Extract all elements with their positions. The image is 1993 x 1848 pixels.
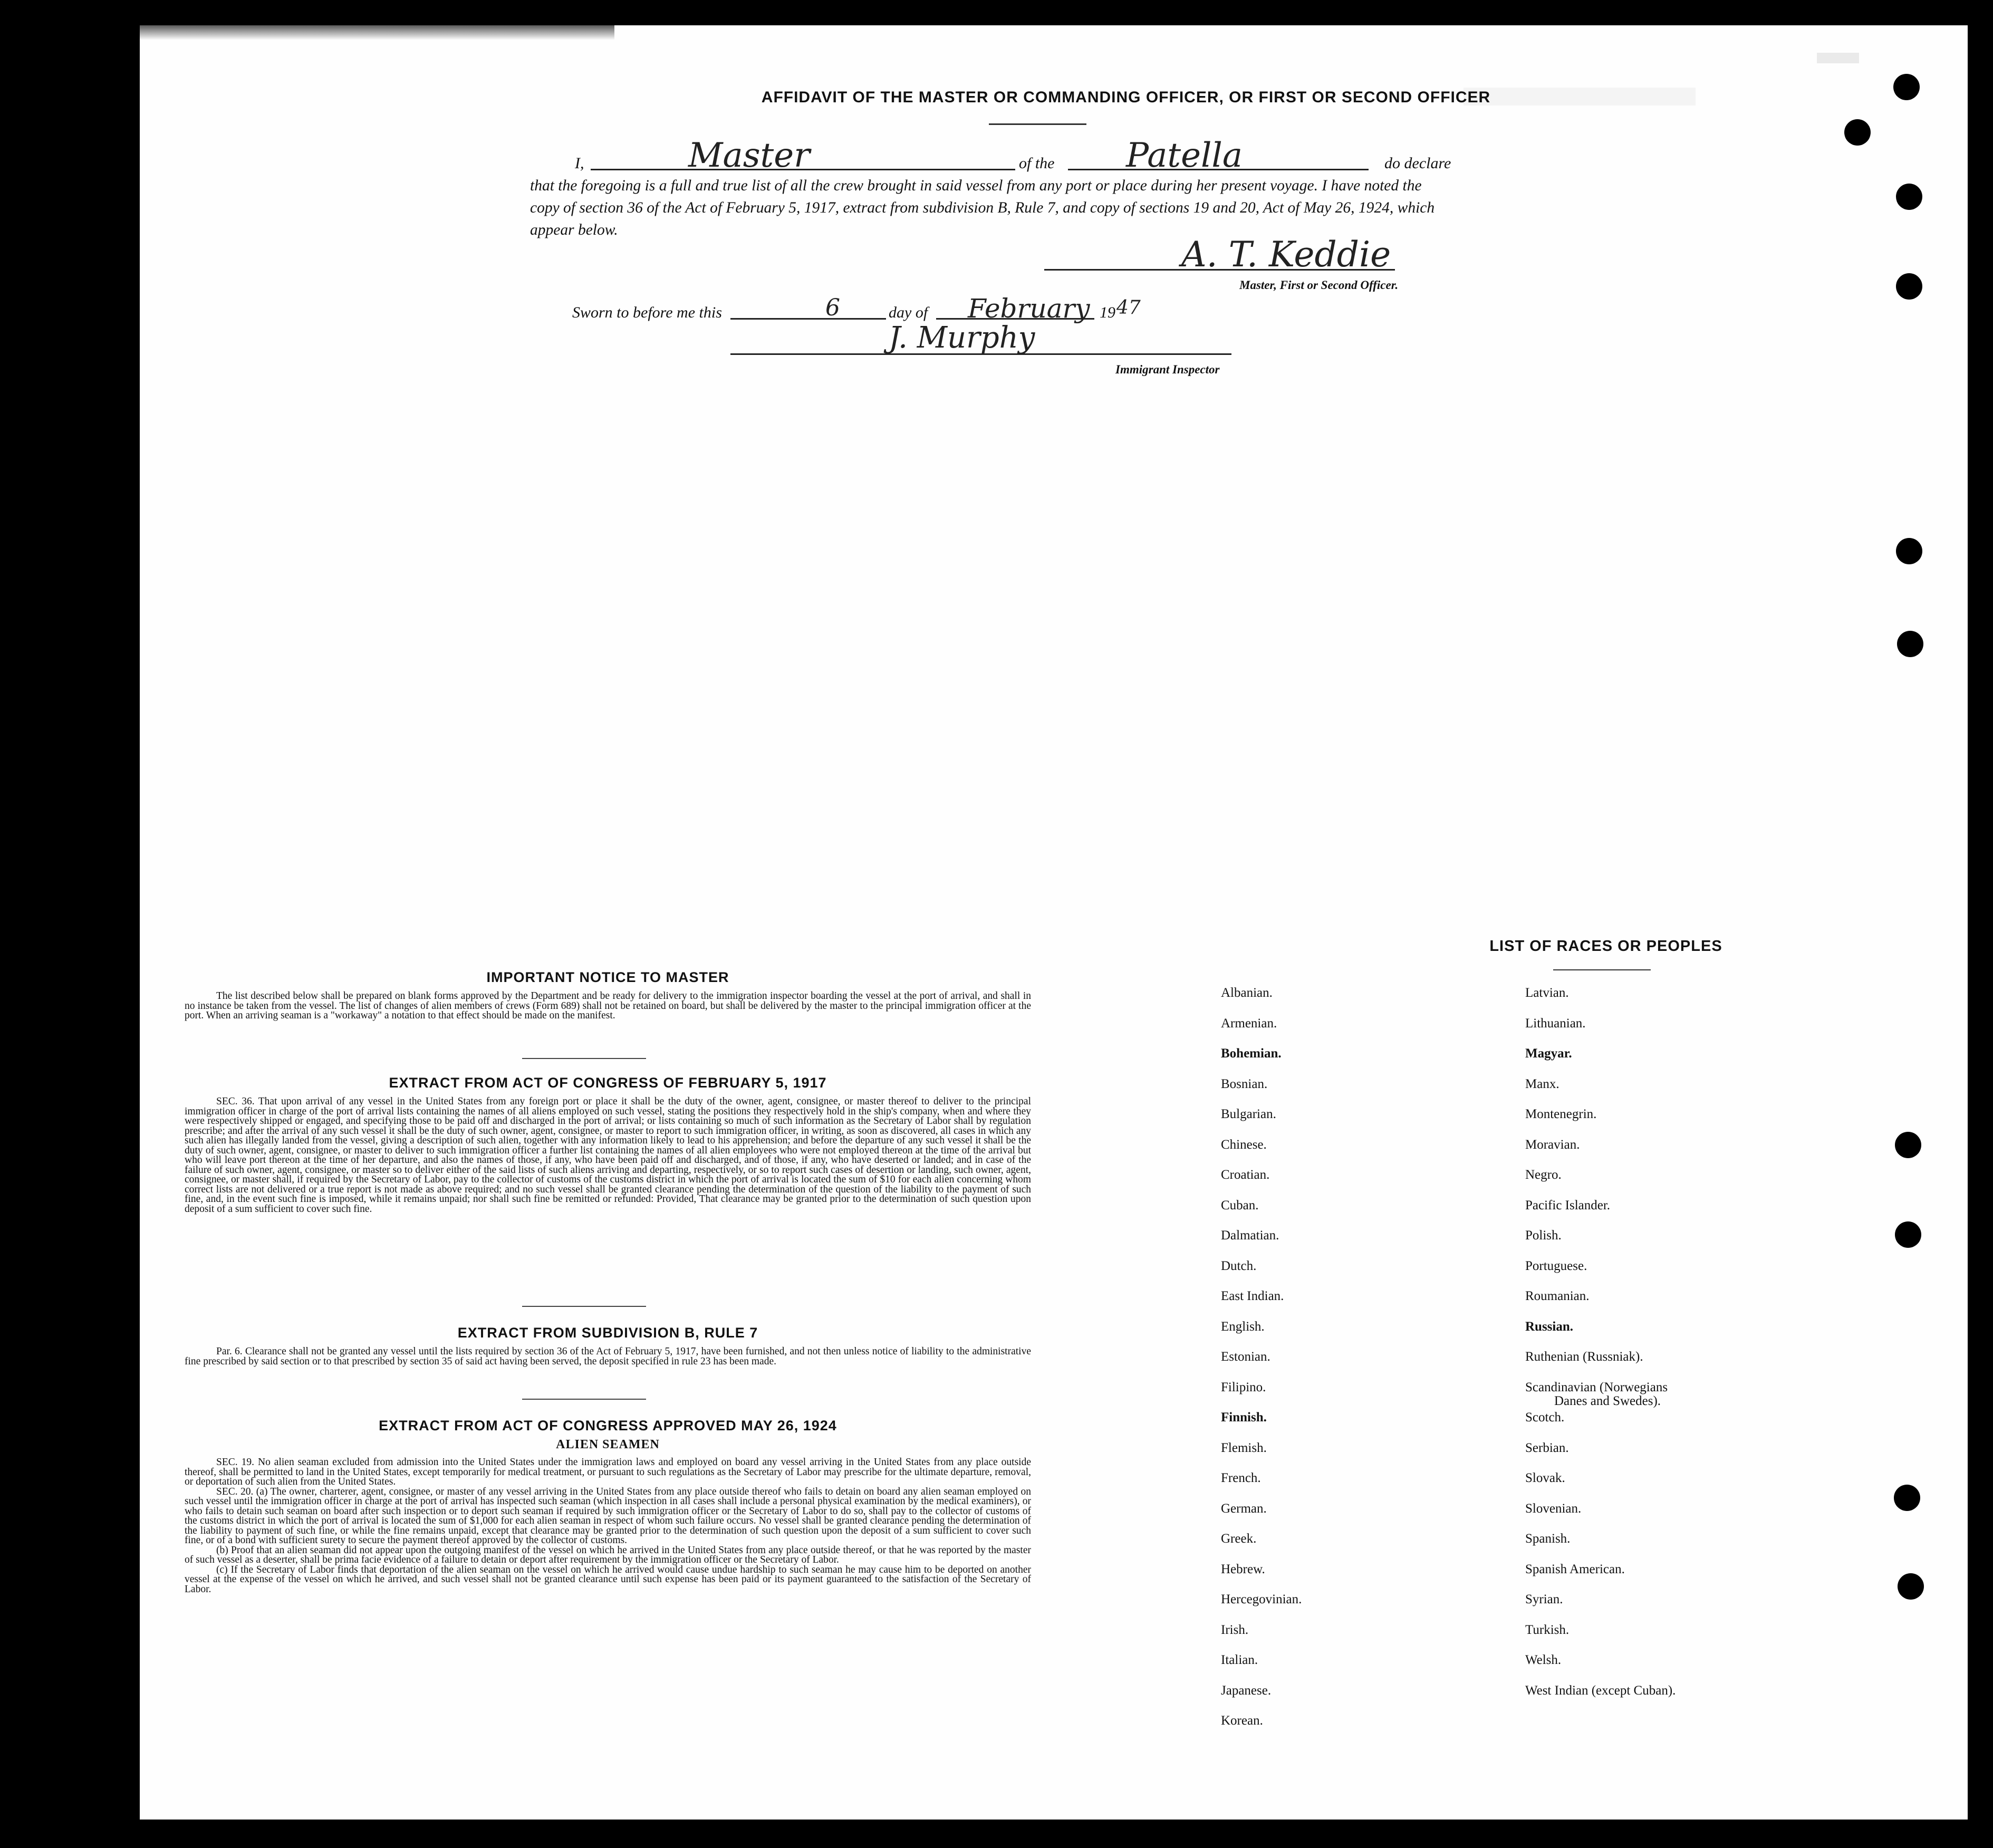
race-item: Albanian. bbox=[1221, 986, 1273, 1000]
section-divider bbox=[522, 1058, 646, 1059]
affidavit-line1-suffix: do declare bbox=[1384, 155, 1451, 172]
sworn-day-handwritten: 6 bbox=[825, 294, 840, 321]
subdivision-b-title: EXTRACT FROM SUBDIVISION B, RULE 7 bbox=[457, 1325, 758, 1341]
race-item: Roumanian. bbox=[1525, 1289, 1590, 1303]
race-item: Greek. bbox=[1221, 1532, 1257, 1546]
sec-20c-paragraph: (c) If the Secretary of Labor finds that deportation of the alien seaman on the vessel on which he arrived would cause undue hardship to such seaman he may cause him to be deported on another vessel at the expense of the vessel on which he arrived, and such vessel shall not be granted clearance until such expense has been paid or its payment guaranteed to the satisfaction of the Secretary of Labor. bbox=[185, 1564, 1031, 1595]
extract-1917-title: EXTRACT FROM ACT OF CONGRESS OF FEBRUARY 5, 1917 bbox=[389, 1075, 827, 1091]
race-item: Magyar. bbox=[1525, 1046, 1572, 1061]
race-item: Armenian. bbox=[1221, 1016, 1277, 1031]
race-item: East Indian. bbox=[1221, 1289, 1284, 1303]
races-title-rule bbox=[1553, 969, 1651, 970]
race-item: Bosnian. bbox=[1221, 1076, 1268, 1091]
binder-hole bbox=[1896, 184, 1922, 210]
race-item: Italian. bbox=[1221, 1653, 1258, 1667]
affidavit-body-line4: appear below. bbox=[530, 222, 618, 238]
bleed-through-mark bbox=[1817, 53, 1859, 63]
binder-hole bbox=[1894, 1485, 1920, 1511]
par-6-paragraph: Par. 6. Clearance shall not be granted any vessel until the lists required by section 36 of the Act of February 5, 1917, have been furnished, and not then unless notice of liability to the administrative fine prescribed by said section or to that prescribed by section 35 of said act having been served, the deposit specified in rule 23 has been made. bbox=[185, 1346, 1031, 1367]
binder-hole bbox=[1844, 119, 1871, 146]
manifest-page bbox=[140, 25, 1968, 1820]
affidavit-line1-mid: of the bbox=[1019, 155, 1055, 172]
race-item: Latvian. bbox=[1525, 986, 1569, 1000]
race-item: Bohemian. bbox=[1221, 1046, 1282, 1061]
race-item: Finnish. bbox=[1221, 1410, 1267, 1424]
master-signature: A. T. Keddie bbox=[1181, 234, 1391, 275]
binder-hole bbox=[1895, 1132, 1921, 1158]
binder-hole bbox=[1895, 1221, 1921, 1248]
section-divider bbox=[522, 1306, 646, 1307]
race-item: Scotch. bbox=[1525, 1410, 1565, 1424]
race-item: Polish. bbox=[1525, 1228, 1562, 1243]
race-item: Croatian. bbox=[1221, 1168, 1270, 1182]
affidavit-body-line2: that the foregoing is a full and true list of all the crew brought in said vessel from any port or place during her present voyage. I have noted the bbox=[530, 177, 1422, 194]
race-item: English. bbox=[1221, 1319, 1265, 1334]
bleed-through-mark bbox=[1464, 88, 1696, 105]
officer-title-handwritten: Master bbox=[688, 136, 810, 175]
race-item: Filipino. bbox=[1221, 1380, 1266, 1394]
race-item: Estonian. bbox=[1221, 1350, 1270, 1364]
section-divider bbox=[522, 1399, 646, 1400]
alien-seamen-subtitle: ALIEN SEAMEN bbox=[556, 1438, 660, 1451]
extract-1924-title: EXTRACT FROM ACT OF CONGRESS APPROVED MAY 26, 1924 bbox=[379, 1418, 837, 1433]
sec-20b-paragraph: (b) Proof that an alien seaman did not appear upon the outgoing manifest of the vessel on which he arrived in the United States from any place outside thereof, or that he was reported by the master of such vessel as a deserter, shall be prima facie evidence of a failure to detain or deport after requirement by the immigration officer or the Secretary of Labor. bbox=[185, 1544, 1031, 1565]
sec-36-paragraph: SEC. 36. That upon arrival of any vessel in the United States from any foreign port or place it shall be the duty of the owner, agent, consignee, or master thereof to deliver to the principal immigration officer in charge of the port of arrival lists containing the names of all aliens employed on such vessel, stating the positions they respectively hold in the ship's company, when and where they were respectively shipped or engaged, and specifying those to be paid off and discharged in the port of arrival; or lists containing so much of such information as the Secretary of Labor shall by regulation prescribe; and after the arrival of any such vessel it shall be the duty of such owner, agent, consignee, or master to report to such immigration officer, in writing, as soon as discovered, all cases in which any such alien has illegally landed from the vessel, giving a description of such alien, together with any information likely to lead to his apprehension; and before the departure of any such vessel it shall be the duty of such owner, agent, consignee, or master to deliver to such immigration officer a further list containing the names of all alien employees who were not employed thereon at the time of the arrival but who will leave port thereon at the time of her departure, and also the names of those, if any, who have been paid off and discharged, and of those, if any, who have deserted or landed; and in case of the failure of such owner, agent, consignee, or master so to deliver either of the said lists of such aliens arriving and departing, respectively, or so to report such cases of desertion or landing, such owner, agent, consignee, or master shall, if required by the Secretary of Labor, pay to the collector of customs of the customs district in which the port of arrival is located the sum of $10 for each alien concerning whom correct lists are not delivered or a true report is not made as above required; and no such vessel shall be granted clearance pending the determination of the question of the liability to the payment of such fine, and, in the event such fine is imposed, while it remains unpaid; nor shall such fine be remitted or refunded: Provided, That clearance may be granted prior to the determination of such question upon deposit of a sum sufficient to cover such fine. bbox=[185, 1096, 1031, 1215]
race-item: Moravian. bbox=[1525, 1137, 1580, 1152]
race-item: French. bbox=[1221, 1471, 1261, 1485]
race-item: Hercegovinian. bbox=[1221, 1592, 1302, 1606]
sworn-year-handwritten: 47 bbox=[1116, 297, 1141, 319]
affidavit-title-rule bbox=[989, 123, 1086, 125]
binder-hole bbox=[1893, 74, 1920, 100]
race-item: Negro. bbox=[1525, 1168, 1562, 1182]
affidavit-line1-prefix: I, bbox=[575, 155, 584, 172]
race-item: German. bbox=[1221, 1501, 1267, 1516]
race-item: Spanish. bbox=[1525, 1532, 1571, 1546]
notice-text bbox=[185, 992, 1031, 1021]
race-item: Ruthenian (Russniak). bbox=[1525, 1350, 1643, 1364]
race-item: Cuban. bbox=[1221, 1198, 1259, 1212]
race-item: Pacific Islander. bbox=[1525, 1198, 1611, 1212]
race-item: Dutch. bbox=[1221, 1258, 1257, 1273]
race-item: Danes and Swedes). bbox=[1554, 1393, 1661, 1408]
sec-19-paragraph: SEC. 19. No alien seaman excluded from admission into the United States under the immigration laws and employed on board any vessel arriving in the United States from any place outside thereof, shall be permitted to land in the United States, except temporarily for medical treatment, or pursuant to such regulations as the Secretary of Labor may prescribe for the ultimate departure, removal, or deportation of such alien from the United States. bbox=[185, 1457, 1031, 1487]
binder-hole bbox=[1896, 273, 1922, 300]
race-item: Dalmatian. bbox=[1221, 1228, 1279, 1243]
race-item: Slovenian. bbox=[1525, 1501, 1582, 1516]
race-item: Hebrew. bbox=[1221, 1562, 1265, 1576]
inspector-caption: Immigrant Inspector bbox=[1115, 363, 1220, 376]
affidavit-body-line3: copy of section 36 of the Act of February 5, 1917, extract from subdivision B, Rule 7, and copy of sections 19 and 20, Act of May 26, 1924, which bbox=[530, 199, 1435, 216]
race-item: Bulgarian. bbox=[1221, 1107, 1276, 1121]
affidavit-title: AFFIDAVIT OF THE MASTER OR COMMANDING OFFICER, OR FIRST OR SECOND OFFICER bbox=[761, 89, 1491, 106]
binder-hole bbox=[1898, 1573, 1924, 1600]
sworn-day-line bbox=[730, 318, 886, 320]
notice-title: IMPORTANT NOTICE TO MASTER bbox=[486, 969, 729, 985]
subdivision-b-text bbox=[185, 1347, 1031, 1366]
sworn-prefix: Sworn to before me this bbox=[572, 304, 722, 321]
sworn-day-label: day of bbox=[889, 304, 928, 321]
race-item: Japanese. bbox=[1221, 1683, 1272, 1698]
sec-20a-paragraph: SEC. 20. (a) The owner, charterer, agent, consignee, or master of any vessel arriving in the United States from any place outside thereof who fails to detain on board any alien seaman employed on such vessel until the immigration officer in charge at the port of arrival has inspected such seaman (which inspection in all cases shall include a personal physical examination by the medical examiners), or who fails to detain such seaman on board after such inspection or to deport such seaman if required by such immigration officer or the Secretary of Labor to do so, shall pay to the collector of customs of the customs district in which the port of arrival is located the sum of $1,000 for each alien seaman in respect of whom such failure occurs. No vessel shall be granted clearance pending the determination of the liability to payment of such fine, or while the fine remains unpaid, except that clearance may be granted prior to the determination of such question upon the deposit of a sum sufficient to cover such fine, or of a bond with sufficient surety to secure the payment thereof approved by the collector of customs. bbox=[185, 1486, 1031, 1546]
race-item: Russian. bbox=[1525, 1319, 1574, 1334]
extract-1924-text bbox=[185, 1458, 1031, 1594]
race-item: Serbian. bbox=[1525, 1440, 1569, 1455]
race-item: Lithuanian. bbox=[1525, 1016, 1586, 1031]
vessel-name-handwritten: Patella bbox=[1126, 136, 1243, 175]
race-item: Spanish American. bbox=[1525, 1562, 1625, 1576]
notice-paragraph: The list described below shall be prepared on blank forms approved by the Department and be ready for delivery to the immigration inspector boarding the vessel at the port of arrival, and shall in no instance be taken from the vessel. The list of changes of alien members of crews (Form 689) shall not be retained on board, but shall be delivered by the master to the principal immigration officer at the port. When an arriving seaman is a "workaway" a notation to that effect should be made on the manifest. bbox=[185, 990, 1031, 1021]
binder-hole bbox=[1896, 538, 1922, 564]
race-item: Manx. bbox=[1525, 1076, 1559, 1091]
race-item: Flemish. bbox=[1221, 1440, 1267, 1455]
sworn-month-handwritten: February bbox=[968, 293, 1090, 324]
inspector-signature: J. Murphy bbox=[889, 321, 1035, 355]
race-item: Scandinavian (Norwegians bbox=[1525, 1380, 1668, 1394]
race-item: Portuguese. bbox=[1525, 1258, 1587, 1273]
race-item: Irish. bbox=[1221, 1622, 1249, 1637]
races-title: LIST OF RACES OR PEOPLES bbox=[1489, 938, 1722, 955]
race-item: Syrian. bbox=[1525, 1592, 1563, 1606]
master-signature-line bbox=[1044, 269, 1395, 271]
race-item: West Indian (except Cuban). bbox=[1525, 1683, 1676, 1698]
race-item: Welsh. bbox=[1525, 1653, 1562, 1667]
scan-speck bbox=[22, 680, 25, 684]
race-item: Chinese. bbox=[1221, 1137, 1267, 1152]
sworn-year-prefix: 19 bbox=[1100, 304, 1115, 321]
inspector-signature-line bbox=[730, 353, 1231, 355]
race-item: Turkish. bbox=[1525, 1622, 1570, 1637]
race-item: Slovak. bbox=[1525, 1471, 1565, 1485]
race-item: Montenegrin. bbox=[1525, 1107, 1597, 1121]
master-signature-caption: Master, First or Second Officer. bbox=[1239, 278, 1399, 292]
race-item: Korean. bbox=[1221, 1714, 1263, 1728]
binder-hole bbox=[1897, 631, 1923, 657]
extract-1917-text bbox=[185, 1097, 1031, 1214]
